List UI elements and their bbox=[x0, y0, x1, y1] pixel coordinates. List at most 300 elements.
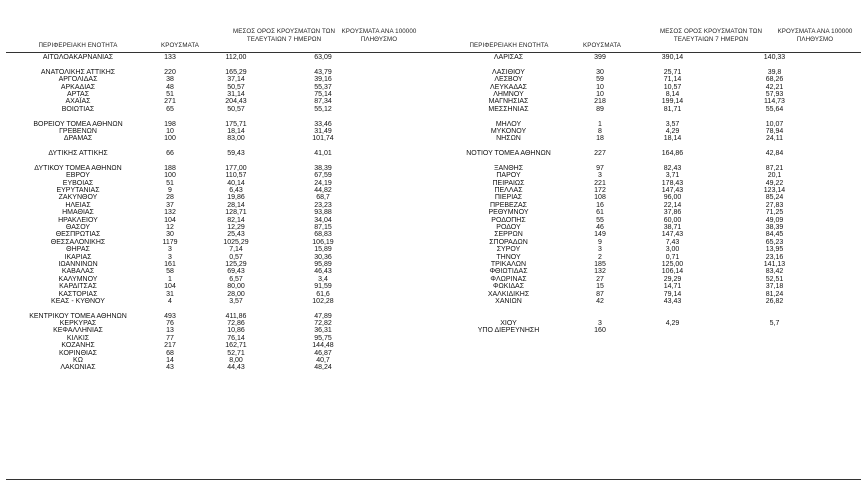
per100k-cell: 106,19 bbox=[312, 238, 334, 246]
table-row bbox=[8, 231, 366, 238]
table-row bbox=[437, 298, 824, 305]
avg-cell: 18,14 bbox=[227, 127, 245, 135]
per100k-cell: 141,13 bbox=[763, 260, 786, 268]
cases-cell: 61 bbox=[596, 209, 604, 217]
region-cell: ΛΑΣΙΘΙΟΥ bbox=[492, 68, 525, 76]
region-cell: ΛΕΣΒΟΥ bbox=[494, 76, 523, 84]
avg-cell: 3,00 bbox=[665, 246, 680, 254]
region-cell: ΤΗΝΟΥ bbox=[496, 253, 521, 261]
per100k-cell: 140,33 bbox=[763, 54, 786, 61]
cases-cell: 221 bbox=[594, 179, 606, 187]
region-cell: ΙΚΑΡΙΑΣ bbox=[64, 253, 92, 261]
region-cell: ΠΙΕΡΙΑΣ bbox=[494, 194, 523, 202]
avg-cell: 3,57 bbox=[229, 297, 243, 305]
cases-cell: 4 bbox=[168, 297, 172, 305]
per100k-cell: 48,24 bbox=[314, 364, 332, 372]
avg-cell: 80,00 bbox=[227, 283, 245, 291]
table-row bbox=[8, 76, 366, 83]
table-row bbox=[8, 276, 366, 283]
region-cell: ΑΡΤΑΣ bbox=[66, 90, 90, 98]
table-row bbox=[437, 172, 824, 179]
region-cell: ΜΕΣΣΗΝΙΑΣ bbox=[488, 105, 529, 113]
cases-cell: 38 bbox=[166, 76, 174, 84]
per100k-cell: 42,84 bbox=[765, 150, 784, 158]
table-row bbox=[437, 128, 824, 135]
per100k-cell: 93,88 bbox=[314, 209, 332, 217]
cases-cell: 27 bbox=[596, 275, 604, 283]
row-spacer bbox=[437, 157, 824, 164]
avg-cell: 106,14 bbox=[661, 268, 684, 276]
region-cell: ΔΥΤΙΚΟΥ ΤΟΜΕΑ ΑΘΗΝΩΝ bbox=[34, 164, 122, 172]
cases-cell: 160 bbox=[594, 327, 606, 335]
per100k-cell: 55,12 bbox=[314, 105, 332, 113]
cases-cell: 1 bbox=[598, 120, 602, 128]
avg-cell: 4,29 bbox=[665, 127, 680, 135]
avg-cell: 4,29 bbox=[665, 320, 680, 328]
table-row bbox=[437, 268, 824, 275]
avg-cell: 1025,29 bbox=[223, 238, 249, 246]
avg-cell: 82,14 bbox=[227, 216, 245, 224]
region-cell: ΠΕΙΡΑΙΩΣ bbox=[492, 179, 525, 187]
per100k-cell: 123,14 bbox=[763, 187, 786, 195]
per100k-cell: 43,79 bbox=[314, 68, 332, 76]
avg-cell: 175,71 bbox=[225, 120, 247, 128]
region-cell: ΦΩΚΙΔΑΣ bbox=[492, 283, 525, 291]
avg-cell: 8,00 bbox=[229, 357, 243, 365]
region-cell: ΣΥΡΟΥ bbox=[496, 246, 521, 254]
table-row bbox=[437, 150, 824, 157]
per100k-cell: 24,19 bbox=[314, 179, 332, 187]
region-cell: ΚΑΛΥΜΝΟΥ bbox=[58, 275, 98, 283]
region-cell: ΚΑΣΤΟΡΙΑΣ bbox=[58, 290, 98, 298]
region-cell: ΚΕΡΚΥΡΑΣ bbox=[59, 320, 97, 328]
avg-cell bbox=[620, 327, 725, 334]
table-row bbox=[437, 327, 824, 334]
per100k-cell: 84,45 bbox=[765, 231, 784, 239]
avg-cell: 199,14 bbox=[661, 98, 684, 106]
table-row bbox=[437, 180, 824, 187]
per100k-cell: 26,82 bbox=[765, 297, 784, 305]
region-cell: ΗΡΑΚΛΕΙΟΥ bbox=[58, 216, 98, 224]
per100k-cell: 87,34 bbox=[314, 98, 332, 106]
region-cell: ΛΗΜΝΟΥ bbox=[493, 90, 524, 98]
header-region-right: ΠΕΡΙΦΕΡΕΙΑΚΗ ΕΝΟΤΗΤΑ bbox=[469, 42, 549, 49]
table-row bbox=[8, 268, 366, 275]
avg-cell: 71,14 bbox=[663, 76, 682, 84]
per100k-cell: 38,39 bbox=[314, 164, 332, 172]
table-row bbox=[8, 313, 366, 320]
row-spacer bbox=[437, 143, 824, 150]
cases-cell: 9 bbox=[598, 238, 602, 246]
cases-cell: 8 bbox=[598, 127, 602, 135]
region-cell: ΡΟΔΟΠΗΣ bbox=[491, 216, 526, 224]
per100k-cell: 55,37 bbox=[314, 83, 332, 91]
per100k-cell: 41,01 bbox=[314, 150, 332, 158]
avg-cell: 411,86 bbox=[225, 312, 247, 320]
region-cell: ΗΜΑΘΙΑΣ bbox=[62, 209, 94, 217]
right-table bbox=[437, 54, 824, 335]
table-row bbox=[8, 224, 366, 231]
avg-cell: 12,29 bbox=[227, 223, 245, 231]
table-row bbox=[437, 54, 824, 61]
avg-cell: 29,29 bbox=[663, 275, 682, 283]
table-row bbox=[8, 150, 366, 157]
table-row bbox=[437, 91, 824, 98]
per100k-cell: 39,8 bbox=[767, 68, 782, 76]
per100k-cell: 46,43 bbox=[314, 268, 332, 276]
per100k-cell bbox=[725, 327, 824, 334]
region-cell: ΞΑΝΘΗΣ bbox=[493, 164, 524, 172]
per100k-cell: 72,82 bbox=[314, 320, 332, 328]
table-row bbox=[8, 121, 366, 128]
table-row bbox=[8, 128, 366, 135]
region-cell: ΚΟΡΙΝΘΙΑΣ bbox=[59, 349, 97, 357]
table-row bbox=[8, 187, 366, 194]
table-row bbox=[437, 194, 824, 201]
table-row bbox=[437, 98, 824, 105]
avg-cell: 60,00 bbox=[663, 216, 682, 224]
row-spacer bbox=[437, 313, 824, 320]
cases-cell: 185 bbox=[594, 260, 606, 268]
avg-cell: 178,43 bbox=[661, 179, 684, 187]
cases-cell: 100 bbox=[164, 135, 176, 143]
cases-cell: 2 bbox=[598, 253, 602, 261]
region-cell: ΧΙΟΥ bbox=[500, 320, 517, 328]
avg-cell: 3,57 bbox=[665, 120, 680, 128]
header-per100k-left: ΚΡΟΥΣΜΑΤΑ ΑΝΑ 100000 ΠΛΗΘΥΣΜΟ bbox=[341, 28, 417, 43]
region-cell: ΒΟΡΕΙΟΥ ΤΟΜΕΑ ΑΘΗΝΩΝ bbox=[33, 120, 123, 128]
avg-cell: 6,43 bbox=[229, 187, 243, 195]
avg-cell: 0,57 bbox=[229, 253, 243, 261]
table-row bbox=[8, 54, 366, 61]
cases-cell: 3 bbox=[598, 246, 602, 254]
row-spacer bbox=[8, 305, 366, 312]
cases-cell: 48 bbox=[166, 83, 174, 91]
table-row bbox=[437, 291, 824, 298]
avg-cell: 147,43 bbox=[661, 187, 684, 195]
region-cell: ΧΑΝΙΩΝ bbox=[495, 297, 522, 305]
per100k-cell: 75,14 bbox=[314, 90, 332, 98]
per100k-cell: 40,7 bbox=[316, 357, 330, 365]
region-cell: ΔΥΤΙΚΗΣ ΑΤΤΙΚΗΣ bbox=[48, 150, 108, 158]
table-row bbox=[437, 320, 824, 327]
avg-cell: 177,00 bbox=[225, 164, 247, 172]
table-row bbox=[437, 261, 824, 268]
header-region-left: ΠΕΡΙΦΕΡΕΙΑΚΗ ΕΝΟΤΗΤΑ bbox=[38, 42, 118, 49]
cases-cell: 10 bbox=[596, 90, 604, 98]
avg-cell: 6,57 bbox=[229, 275, 243, 283]
cases-cell: 10 bbox=[596, 83, 604, 91]
per100k-cell: 36,31 bbox=[314, 327, 332, 335]
table-row bbox=[8, 364, 366, 371]
cases-cell: 68 bbox=[166, 349, 174, 357]
cases-cell: 51 bbox=[166, 90, 174, 98]
avg-cell: 14,71 bbox=[663, 283, 682, 291]
per100k-cell: 47,89 bbox=[314, 312, 332, 320]
region-cell: ΒΟΙΩΤΙΑΣ bbox=[61, 105, 95, 113]
cases-cell: 1 bbox=[168, 275, 172, 283]
table-row bbox=[437, 69, 824, 76]
per100k-cell: 13,95 bbox=[765, 246, 784, 254]
region-cell: ΣΠΟΡΑΔΩΝ bbox=[489, 238, 528, 246]
per100k-cell: 46,87 bbox=[314, 349, 332, 357]
region-cell: ΡΕΘΥΜΝΟΥ bbox=[488, 209, 529, 217]
per100k-cell: 52,51 bbox=[765, 275, 784, 283]
table-row bbox=[8, 291, 366, 298]
cases-cell: 172 bbox=[594, 187, 606, 195]
per100k-cell: 49,22 bbox=[765, 179, 784, 187]
per100k-cell: 37,18 bbox=[765, 283, 784, 291]
per100k-cell: 114,73 bbox=[764, 98, 785, 106]
cases-cell: 43 bbox=[166, 364, 174, 372]
table-row bbox=[437, 239, 824, 246]
region-cell: ΑΡΓΟΛΙΔΑΣ bbox=[58, 76, 98, 84]
region-cell: ΣΕΡΡΩΝ bbox=[494, 231, 523, 239]
table-row bbox=[437, 165, 824, 172]
per100k-cell: 20,1 bbox=[767, 172, 782, 180]
avg-cell: 44,43 bbox=[227, 364, 245, 372]
footer-rule bbox=[6, 479, 861, 480]
table-row bbox=[437, 276, 824, 283]
cases-cell: 30 bbox=[596, 68, 604, 76]
region-cell: ΖΑΚΥΝΘΟΥ bbox=[58, 194, 98, 202]
per100k-cell: 3,4 bbox=[318, 275, 328, 283]
cases-cell: 77 bbox=[166, 334, 174, 342]
cases-cell: 220 bbox=[164, 68, 176, 76]
per100k-cell: 33,46 bbox=[314, 120, 332, 128]
region-cell: ΕΥΒΟΙΑΣ bbox=[62, 179, 94, 187]
per100k-cell: 55,64 bbox=[765, 105, 784, 113]
avg-cell: 82,43 bbox=[663, 164, 682, 172]
per100k-cell: 68,83 bbox=[314, 231, 332, 239]
cases-cell: 14 bbox=[166, 357, 174, 365]
cases-cell: 271 bbox=[164, 98, 176, 106]
avg-cell: 0,71 bbox=[665, 253, 680, 261]
per100k-cell: 95,75 bbox=[314, 334, 332, 342]
avg-cell: 22,14 bbox=[663, 201, 682, 209]
avg-cell: 40,14 bbox=[227, 179, 245, 187]
header-avg-right: ΜΕΣΟΣ ΟΡΟΣ ΚΡΟΥΣΜΑΤΩΝ ΤΩΝ ΤΕΛΕΥΤΑΙΩΝ 7 ΗΜΕΡΩΝ bbox=[659, 28, 763, 43]
per100k-cell: 95,89 bbox=[314, 260, 332, 268]
avg-cell: 69,43 bbox=[227, 268, 245, 276]
avg-cell: 79,14 bbox=[663, 290, 682, 298]
table-row bbox=[8, 98, 366, 105]
region-cell: ΦΘΙΩΤΙΔΑΣ bbox=[489, 268, 528, 276]
region-cell: ΠΡΕΒΕΖΑΣ bbox=[489, 201, 527, 209]
header-cases-left: ΚΡΟΥΣΜΑΤΑ bbox=[161, 42, 199, 49]
avg-cell: 8,14 bbox=[665, 90, 680, 98]
avg-cell: 31,14 bbox=[227, 90, 245, 98]
per100k-cell: 30,36 bbox=[314, 253, 332, 261]
avg-cell: 81,71 bbox=[663, 105, 682, 113]
avg-cell: 28,00 bbox=[227, 290, 245, 298]
left-table bbox=[8, 54, 366, 372]
region-cell: ΤΡΙΚΑΛΩΝ bbox=[490, 260, 527, 268]
avg-cell: 83,00 bbox=[227, 135, 245, 143]
row-spacer bbox=[8, 61, 366, 68]
table-row bbox=[437, 84, 824, 91]
per100k-cell: 38,39 bbox=[765, 223, 784, 231]
avg-cell: 59,43 bbox=[227, 150, 245, 158]
per100k-cell: 34,04 bbox=[314, 216, 332, 224]
cases-cell: 76 bbox=[166, 320, 174, 328]
avg-cell: 7,43 bbox=[665, 238, 680, 246]
avg-cell: 7,14 bbox=[229, 246, 243, 254]
table-row bbox=[8, 106, 366, 113]
avg-cell: 96,00 bbox=[663, 194, 682, 202]
cases-cell: 30 bbox=[166, 231, 174, 239]
table-row bbox=[8, 254, 366, 261]
avg-cell: 162,71 bbox=[225, 342, 247, 350]
region-cell: ΑΧΑΪΑΣ bbox=[65, 98, 91, 106]
table-row bbox=[437, 254, 824, 261]
table-row bbox=[437, 283, 824, 290]
region-cell: ΡΟΔΟΥ bbox=[496, 223, 521, 231]
cases-cell: 97 bbox=[596, 164, 604, 172]
cases-cell: 13 bbox=[166, 327, 174, 335]
table-row bbox=[437, 121, 824, 128]
per100k-cell: 15,89 bbox=[314, 246, 332, 254]
table-row bbox=[8, 180, 366, 187]
table-row bbox=[8, 320, 366, 327]
table-row bbox=[8, 283, 366, 290]
avg-cell: 125,00 bbox=[661, 260, 684, 268]
per100k-cell: 24,11 bbox=[766, 135, 783, 143]
cases-cell: 217 bbox=[164, 342, 176, 350]
cases-cell: 46 bbox=[596, 223, 604, 231]
table-row bbox=[8, 239, 366, 246]
cases-cell: 100 bbox=[164, 172, 176, 180]
per100k-cell: 49,09 bbox=[765, 216, 784, 224]
cases-cell: 65 bbox=[166, 105, 174, 113]
per100k-cell: 78,94 bbox=[765, 127, 784, 135]
table-row bbox=[437, 202, 824, 209]
per100k-cell: 85,24 bbox=[765, 194, 784, 202]
table-row bbox=[437, 187, 824, 194]
region-cell: ΘΑΣΟΥ bbox=[65, 223, 91, 231]
avg-cell: 25,43 bbox=[227, 231, 245, 239]
avg-cell: 72,86 bbox=[227, 320, 245, 328]
avg-cell: 3,71 bbox=[665, 172, 680, 180]
avg-cell: 19,86 bbox=[227, 194, 245, 202]
cases-cell: 3 bbox=[168, 246, 172, 254]
table-row bbox=[437, 209, 824, 216]
table-row bbox=[8, 342, 366, 349]
per100k-cell: 23,16 bbox=[765, 253, 784, 261]
per100k-cell: 68,7 bbox=[316, 194, 330, 202]
region-cell: ΠΕΛΛΑΣ bbox=[494, 187, 523, 195]
cases-cell: 16 bbox=[596, 201, 604, 209]
region-cell: ΕΥΡΥΤΑΝΙΑΣ bbox=[56, 187, 100, 195]
per100k-cell: 10,07 bbox=[765, 120, 784, 128]
avg-cell: 164,86 bbox=[661, 150, 684, 158]
cases-cell: 9 bbox=[168, 187, 172, 195]
region-cell: ΛΕΥΚΑΔΑΣ bbox=[489, 83, 528, 91]
table-row bbox=[437, 135, 824, 142]
cases-cell: 66 bbox=[166, 150, 174, 158]
cases-cell: 31 bbox=[166, 290, 174, 298]
per100k-cell: 81,24 bbox=[765, 290, 784, 298]
per100k-cell: 87,15 bbox=[314, 223, 332, 231]
region-cell: ΝΟΤΙΟΥ ΤΟΜΕΑ ΑΘΗΝΩΝ bbox=[466, 150, 551, 158]
table-row bbox=[8, 69, 366, 76]
region-cell: ΘΕΣΣΑΛΟΝΙΚΗΣ bbox=[50, 238, 106, 246]
cases-cell: 493 bbox=[164, 312, 176, 320]
per100k-cell: 101,74 bbox=[312, 135, 334, 143]
region-cell: ΧΑΛΚΙΔΙΚΗΣ bbox=[487, 290, 530, 298]
table-row bbox=[8, 91, 366, 98]
cases-cell: 18 bbox=[596, 135, 604, 143]
row-spacer bbox=[437, 61, 824, 68]
region-cell: ΑΝΑΤΟΛΙΚΗΣ ΑΤΤΙΚΗΣ bbox=[40, 68, 116, 76]
avg-cell: 10,57 bbox=[663, 83, 682, 91]
avg-cell: 125,29 bbox=[225, 260, 247, 268]
region-cell: ΕΒΡΟΥ bbox=[66, 172, 90, 180]
cases-cell: 399 bbox=[594, 54, 606, 61]
region-cell: ΚΑΡΔΙΤΣΑΣ bbox=[59, 283, 97, 291]
table-row bbox=[8, 217, 366, 224]
region-cell: ΗΛΕΙΑΣ bbox=[65, 201, 91, 209]
table-row bbox=[8, 357, 366, 364]
avg-cell: 128,71 bbox=[225, 209, 247, 217]
per100k-cell: 144,48 bbox=[312, 342, 334, 350]
table-row bbox=[8, 84, 366, 91]
region-cell: ΑΙΤΩΛΟΑΚΑΡΝΑΝΙΑΣ bbox=[42, 54, 114, 61]
row-spacer bbox=[8, 113, 366, 120]
region-cell: ΜΥΚΟΝΟΥ bbox=[490, 127, 527, 135]
per100k-cell: 67,59 bbox=[314, 172, 332, 180]
avg-cell: 28,14 bbox=[227, 201, 245, 209]
cases-cell: 42 bbox=[596, 297, 604, 305]
header-avg-left: ΜΕΣΟΣ ΟΡΟΣ ΚΡΟΥΣΜΑΤΩΝ ΤΩΝ ΤΕΛΕΥΤΑΙΩΝ 7 ΗΜΕΡΩΝ bbox=[232, 28, 336, 43]
avg-cell: 110,57 bbox=[225, 172, 247, 180]
per100k-cell: 87,21 bbox=[765, 164, 784, 172]
cases-cell: 218 bbox=[594, 98, 606, 106]
per100k-cell: 27,83 bbox=[765, 201, 784, 209]
per100k-cell: 102,28 bbox=[312, 297, 334, 305]
region-cell: ΝΗΣΩΝ bbox=[496, 135, 521, 143]
per100k-cell: 39,16 bbox=[314, 76, 332, 84]
region-cell: ΚΙΛΚΙΣ bbox=[66, 334, 90, 342]
per100k-cell: 5,7 bbox=[769, 320, 780, 328]
header-cases-right: ΚΡΟΥΣΜΑΤΑ bbox=[583, 42, 621, 49]
cases-cell: 104 bbox=[164, 283, 176, 291]
region-cell: ΚΕΑΣ - ΚΥΘΝΟΥ bbox=[51, 297, 105, 305]
cases-cell: 198 bbox=[164, 120, 176, 128]
cases-cell: 89 bbox=[596, 105, 604, 113]
cases-cell: 55 bbox=[596, 216, 604, 224]
region-cell: ΙΩΑΝΝΙΝΩΝ bbox=[58, 260, 98, 268]
cases-cell: 59 bbox=[596, 76, 604, 84]
region-cell: ΛΑΚΩΝΙΑΣ bbox=[60, 364, 96, 372]
table-row bbox=[437, 231, 824, 238]
table-row bbox=[437, 224, 824, 231]
region-cell: ΠΑΡΟΥ bbox=[496, 172, 521, 180]
cases-cell: 161 bbox=[164, 260, 176, 268]
per100k-cell: 65,23 bbox=[765, 238, 784, 246]
table-row bbox=[8, 209, 366, 216]
row-spacer bbox=[8, 157, 366, 164]
avg-cell: 10,86 bbox=[227, 327, 245, 335]
avg-cell: 76,14 bbox=[227, 334, 245, 342]
cases-cell: 10 bbox=[166, 127, 174, 135]
table-row bbox=[8, 172, 366, 179]
cases-cell: 132 bbox=[164, 209, 176, 217]
per100k-cell: 63,09 bbox=[314, 54, 332, 61]
table-row bbox=[8, 165, 366, 172]
avg-cell: 38,71 bbox=[663, 223, 682, 231]
avg-cell: 18,14 bbox=[663, 135, 682, 143]
